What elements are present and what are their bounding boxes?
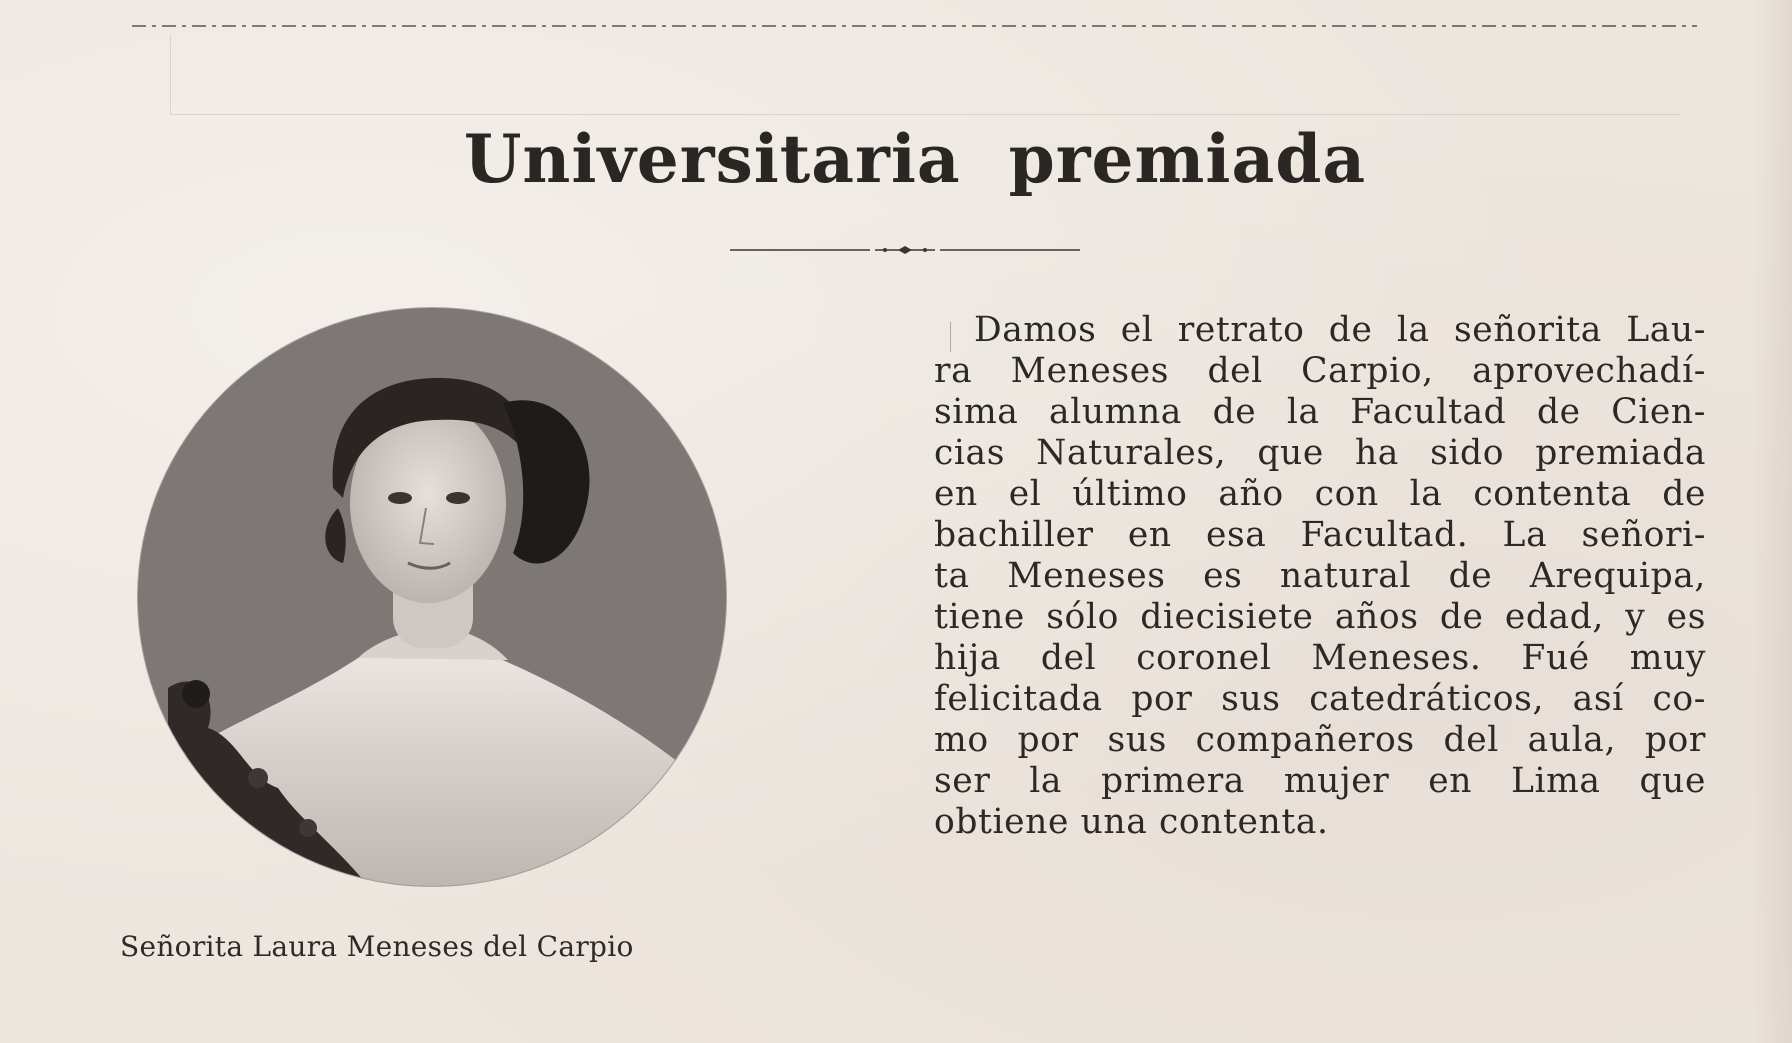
top-dashed-rule (132, 24, 1697, 28)
article-line: ra Meneses del Carpio, aprovechadí- (934, 351, 1706, 391)
portrait-caption: Señorita Laura Meneses del Carpio (120, 930, 634, 963)
article-line: mo por sus compañeros del aula, por (934, 720, 1706, 760)
article-line: hija del coronel Meneses. Fué muy (934, 638, 1706, 678)
article-line: Damos el retrato de la señorita Lau- (974, 310, 1706, 350)
article-line: felicitada por sus catedráticos, así co- (934, 679, 1706, 719)
article-headline: Universitaria premiada (463, 120, 1367, 198)
portrait-photograph (138, 308, 726, 886)
article-line: sima alumna de la Facultad de Cien- (934, 392, 1706, 432)
article-line: tiene sólo diecisiete años de edad, y es (934, 597, 1706, 637)
article-line: ta Meneses es natural de Arequipa, (934, 556, 1706, 596)
headline-ornament-divider (730, 243, 1080, 257)
article-line: en el último año con la contenta de (934, 474, 1706, 514)
article-line: bachiller en esa Facultad. La señori- (934, 515, 1706, 555)
article-body (934, 310, 1706, 843)
article-line: cias Naturales, que ha sido premiada (934, 433, 1706, 473)
article-line: ser la primera mujer en Lima que (934, 761, 1706, 801)
top-frame-lines (170, 34, 1681, 115)
article-line: obtiene una contenta. (934, 802, 1329, 842)
